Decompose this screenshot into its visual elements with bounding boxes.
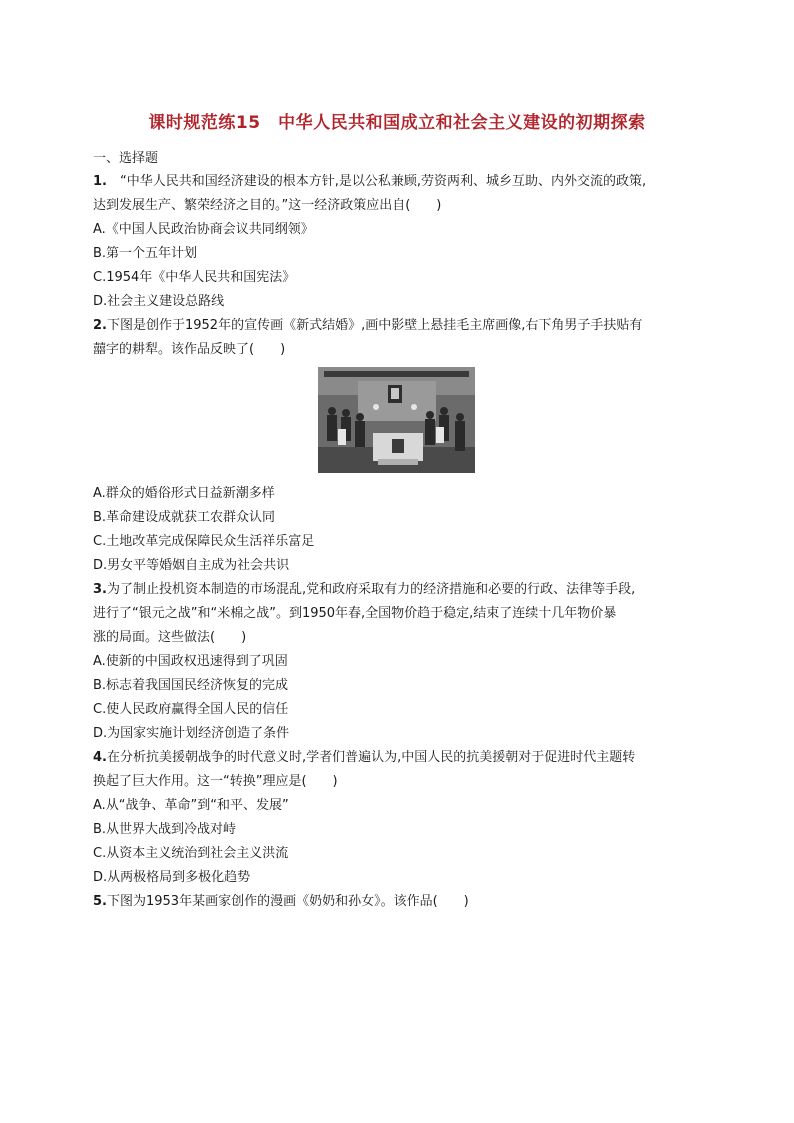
section-heading: 一、选择题 — [93, 151, 159, 166]
painting-illustration — [318, 367, 475, 473]
question-3-option-d: D.为国家实施计划经济创造了条件 — [93, 726, 290, 741]
question-1-stem-line-1: 1. “中华人民共和国经济建设的根本方针,是以公私兼顾,劳资两利、城乡互助、内外交流的政策, — [93, 174, 647, 189]
question-2-option-d: D.男女平等婚姻自主成为社会共识 — [93, 558, 290, 573]
question-5-number: 5. — [93, 894, 107, 909]
question-1-option-a: A.《中国人民政治协商会议共同纲领》 — [93, 222, 314, 237]
question-5-stem-line-1: 5.下图为1953年某画家创作的漫画《奶奶和孙女》。该作品( ) — [93, 894, 469, 909]
question-4-stem-line-2: 换起了巨大作用。这一“转换”理应是( ) — [93, 774, 338, 789]
question-1-stem-line-2: 达到发展生产、繁荣经济之目的。”这一经济政策应出自( ) — [93, 198, 442, 213]
question-1-number: 1. — [93, 174, 107, 189]
page-title: 课时规范练15 中华人民共和国成立和社会主义建设的初期探索 — [148, 113, 646, 133]
question-2-option-b: B.革命建设成就获工农群众认同 — [93, 510, 276, 525]
question-3-stem-line-2: 进行了“银元之战”和“米棉之战”。到1950年春,全国物价趋于稳定,结束了连续十几年物价暴 — [93, 606, 617, 621]
question-1-option-d: D.社会主义建设总路线 — [93, 294, 225, 309]
question-4-option-c: C.从资本主义统治到社会主义洪流 — [93, 846, 289, 861]
question-4-stem-line-1: 4.在分析抗美援朝战争的时代意义时,学者们普遍认为,中国人民的抗美援朝对于促进时代主题转 — [93, 750, 636, 765]
question-3-option-a: A.使新的中国政权迅速得到了巩固 — [93, 654, 288, 669]
question-2-stem-line-2: 囍字的耕犁。该作品反映了( ) — [93, 342, 286, 357]
propaganda-painting-image — [318, 367, 475, 473]
question-2-stem-line-1: 2.下图是创作于1952年的宣传画《新式结婚》,画中影壁上悬挂毛主席画像,右下角男子手扶贴有 — [93, 318, 643, 333]
question-3-number: 3. — [93, 582, 107, 597]
question-4-option-a: A.从“战争、革命”到“和平、发展” — [93, 798, 289, 813]
question-2-option-a: A.群众的婚俗形式日益新潮多样 — [93, 486, 275, 501]
question-1-option-b: B.第一个五年计划 — [93, 246, 198, 261]
question-1-option-c: C.1954年《中华人民共和国宪法》 — [93, 270, 296, 285]
question-4-option-b: B.从世界大战到冷战对峙 — [93, 822, 237, 837]
question-4-number: 4. — [93, 750, 107, 765]
question-2-number: 2. — [93, 318, 107, 333]
question-3-option-b: B.标志着我国国民经济恢复的完成 — [93, 678, 289, 693]
question-4-option-d: D.从两极格局到多极化趋势 — [93, 870, 251, 885]
question-3-stem-line-1: 3.为了制止投机资本制造的市场混乱,党和政府采取有力的经济措施和必要的行政、法律等手段, — [93, 582, 636, 597]
question-2-option-c: C.土地改革完成保障民众生活祥乐富足 — [93, 534, 315, 549]
question-3-option-c: C.使人民政府赢得全国人民的信任 — [93, 702, 289, 717]
question-3-stem-line-3: 涨的局面。这些做法( ) — [93, 630, 247, 645]
